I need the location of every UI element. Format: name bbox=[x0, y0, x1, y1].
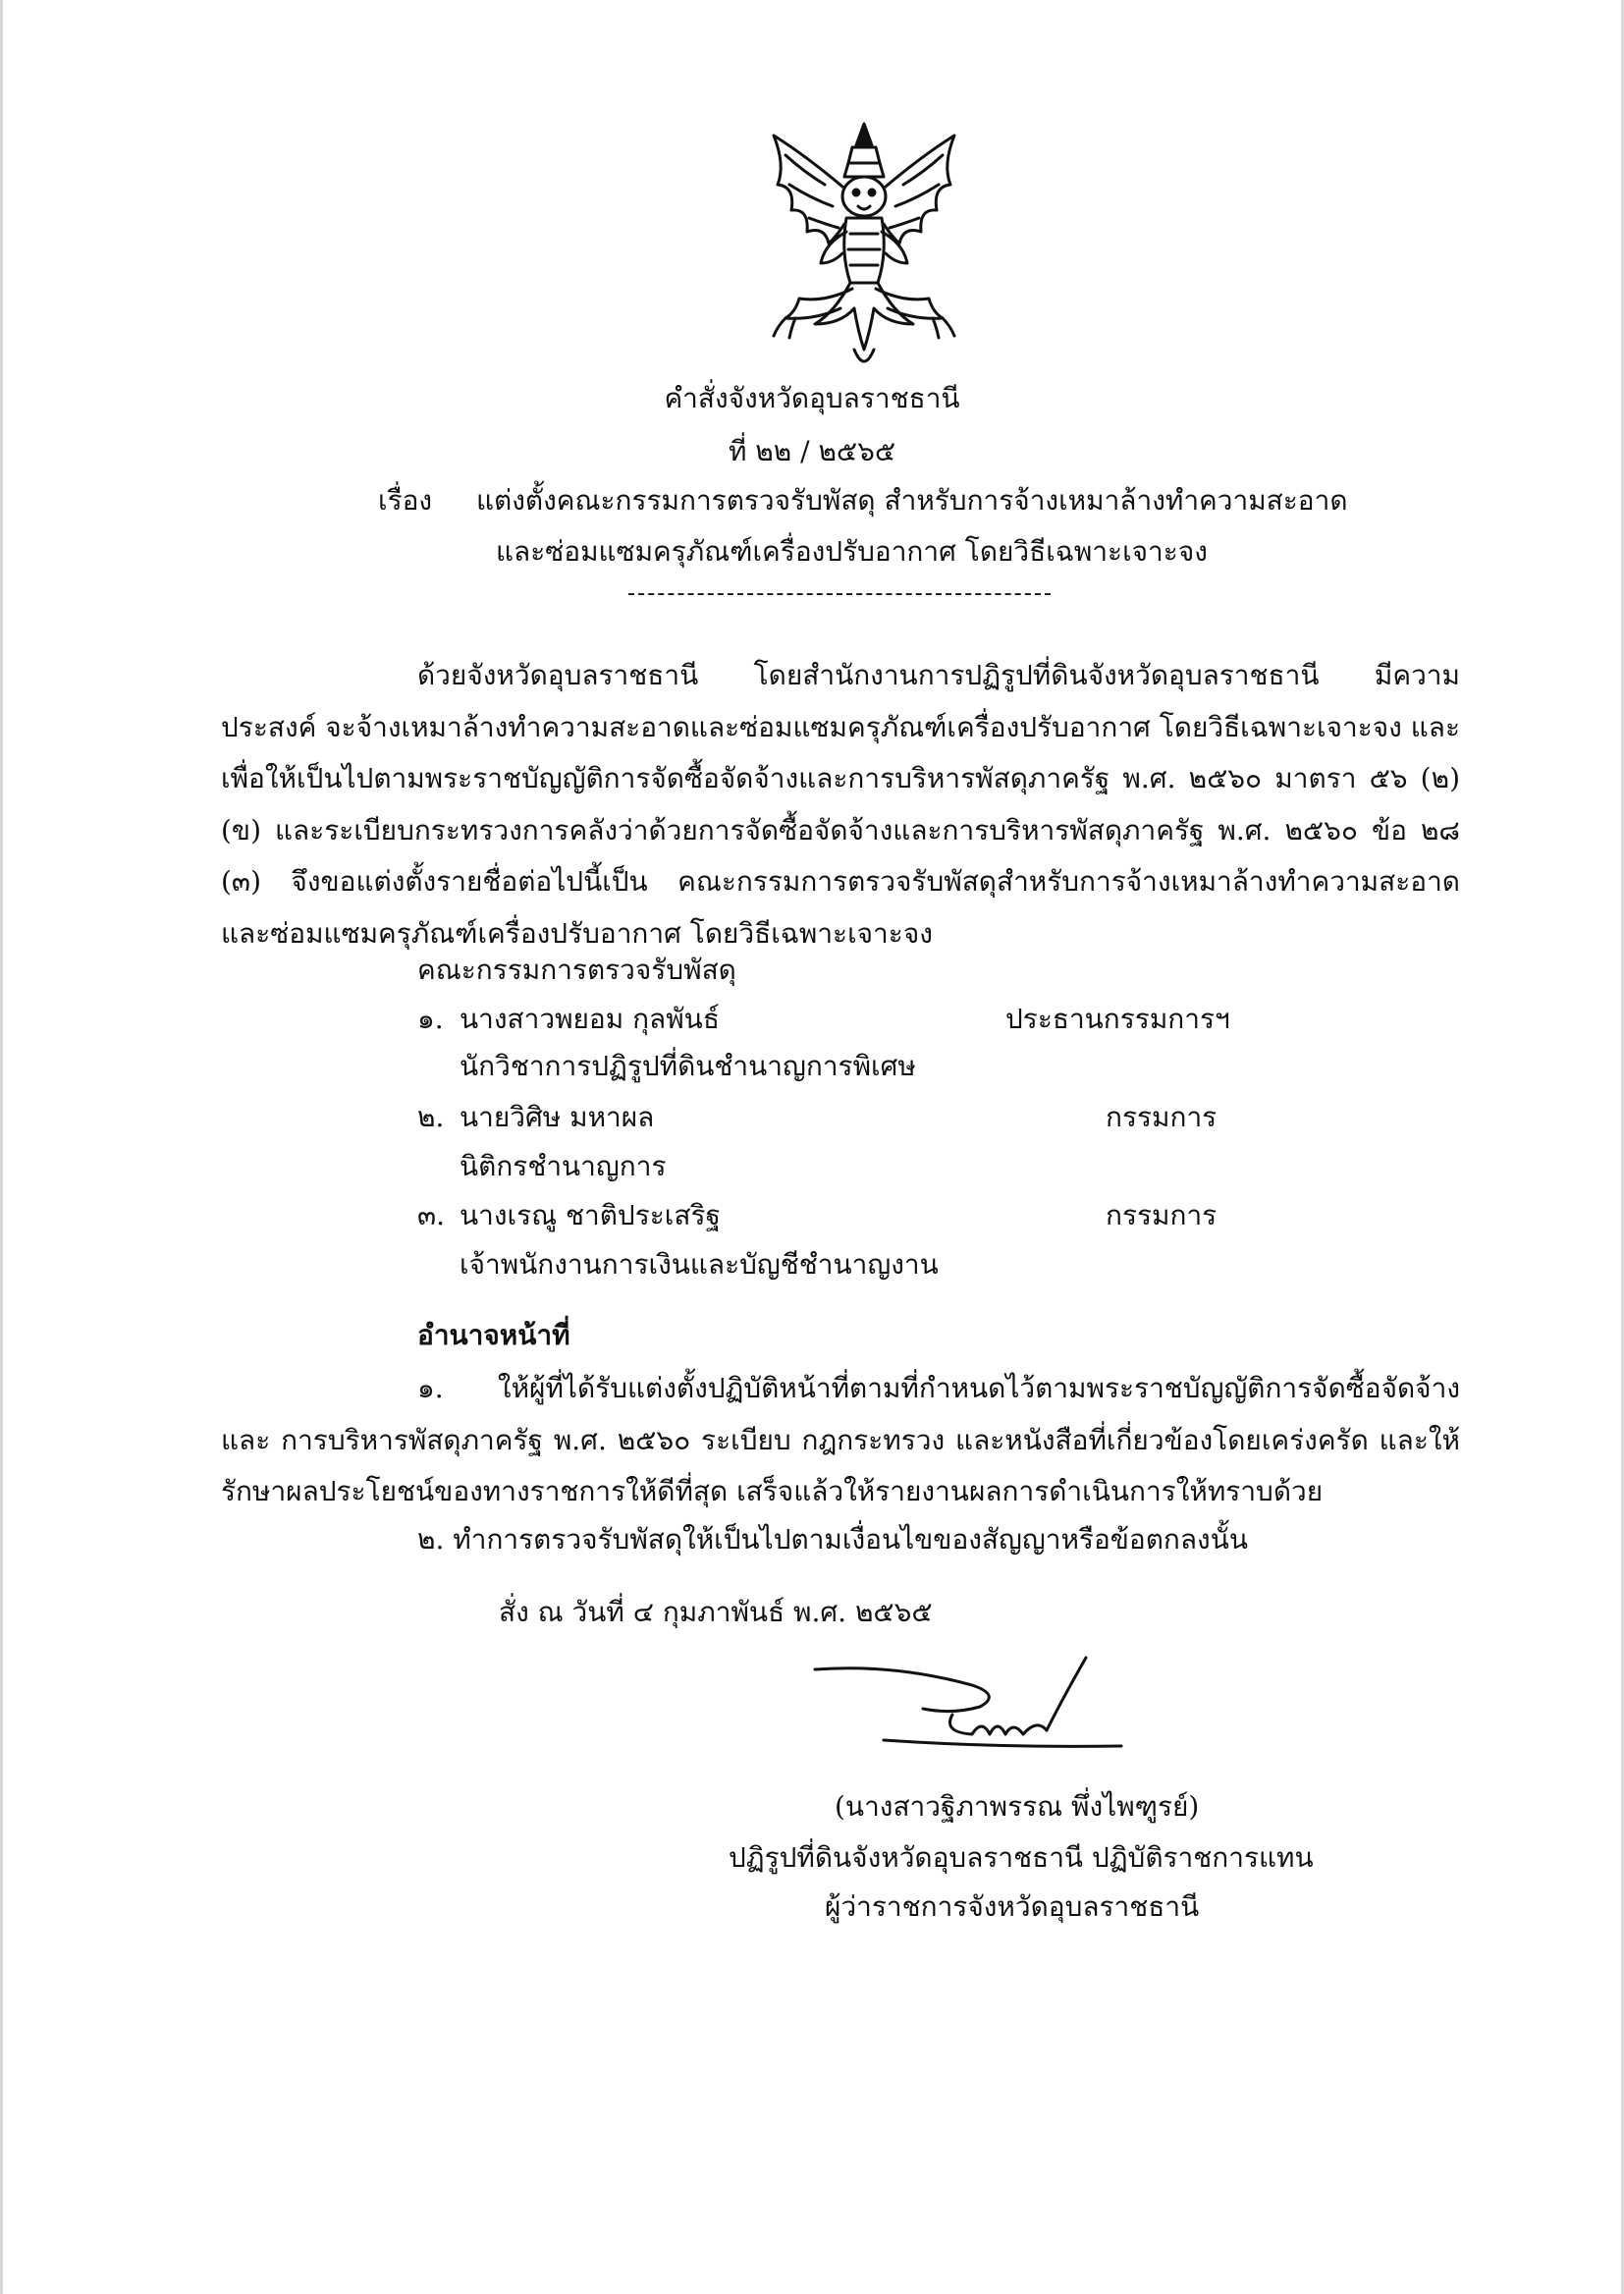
subject-line-1: แต่งตั้งคณะกรรมการตรวจรับพัสดุ สำหรับการจ้างเหมาล้างทำความสะอาด bbox=[476, 484, 1348, 517]
garuda-emblem-icon bbox=[756, 116, 972, 379]
committee-heading: คณะกรรมการตรวจรับพัสดุ bbox=[417, 954, 736, 986]
duty-1-paragraph bbox=[221, 1363, 1460, 1518]
member-1-role: ประธานกรรมการฯ bbox=[1005, 1003, 1230, 1035]
member-1-position: นักวิชาการปฏิรูปที่ดินชำนาญการพิเศษ bbox=[460, 1050, 916, 1082]
subject-line-2: และซ่อมแซมครุภัณฑ์เครื่องปรับอากาศ โดยวิธีเฉพาะเจาะจง bbox=[496, 535, 1208, 568]
member-3-name: นางเรณู ชาติประเสริฐ bbox=[460, 1199, 721, 1231]
subject-label: เรื่อง bbox=[378, 484, 433, 517]
intro-paragraph bbox=[221, 650, 1460, 959]
signature-mark bbox=[805, 1650, 1139, 1777]
member-1-num: ๑. bbox=[417, 1003, 444, 1035]
duty-1-body: การบริหารพัสดุภาครัฐ พ.ศ. ๒๕๖๐ ระเบียบ กฎกระทรวง และหนังสือที่เกี่ยวข้องโดยเคร่งครัด และให้รักษาผลประโยชน์ของทางราชการให้ดีที่สุด เสร็จแล้วให้รายงานผลการดำเนินการให้ทราบด้วย bbox=[221, 1423, 1460, 1507]
signatory-position-1: ปฏิรูปที่ดินจังหวัดอุบลราชธานี ปฏิบัติราชการแทน bbox=[729, 1841, 1314, 1874]
intro-body: จะจ้างเหมาล้างทำความสะอาดและซ่อมแซมครุภัณฑ์เครื่องปรับอากาศ โดยวิธีเฉพาะเจาะจง และเพื่อให้เป็นไปตามพระราชบัญญัติการจัดซื้อจัดจ้างและการบริหารพัสดุภาครัฐ พ.ศ. ๒๕๖๐ มาตรา ๕๖ (๒) (ข) และระเบียบกระทรวงการคลังว่าด้วยการจัดซื้อจัดจ้างและการบริหารพัสดุภาครัฐ พ.ศ. ๒๕๖๐ ข้อ ๒๘ (๓) จึงขอแต่งตั้งรายชื่อต่อไปนี้เป็น คณะกรรมการตรวจรับพัสดุสำหรับการจ้างเหมาล้างทำความสะอาดและซ่อมแซมครุภัณฑ์เครื่องปรับอากาศ โดยวิธีเฉพาะเจาะจง bbox=[221, 710, 1461, 950]
order-number: ที่ ๒๒ / ๒๕๖๕ bbox=[728, 435, 896, 467]
member-2-position: นิติกรชำนาญการ bbox=[460, 1150, 667, 1182]
member-2-name: นายวิศิษ มหาผล bbox=[460, 1101, 655, 1133]
order-date: สั่ง ณ วันที่ ๔ กุมภาพันธ์ พ.ศ. ๒๕๖๕ bbox=[499, 1596, 933, 1628]
member-2-num: ๒. bbox=[417, 1101, 445, 1133]
member-3-num: ๓. bbox=[417, 1199, 446, 1231]
header-divider bbox=[628, 593, 1051, 595]
member-3-role: กรรมการ bbox=[1106, 1199, 1218, 1231]
signatory-name: (นางสาวฐิภาพรรณ พึ่งไพฑูรย์) bbox=[835, 1790, 1200, 1823]
intro-lead: ด้วยจังหวัดอุบลราชธานี โดยสำนักงานการปฏิรูปที่ดินจังหวัดอุบลราชธานี มีความประสงค์ bbox=[221, 659, 1460, 743]
duty-2: ๒. ทำการตรวจรับพัสดุให้เป็นไปตามเงื่อนไขของสัญญาหรือข้อตกลงนั้น bbox=[417, 1523, 1248, 1556]
member-1-name: นางสาวพยอม กุลพันธ์ bbox=[460, 1003, 720, 1035]
order-title: คำสั่งจังหวัดอุบลราชธานี bbox=[664, 382, 960, 414]
duty-1-lead: ๑. ให้ผู้ที่ได้รับแต่งตั้งปฏิบัติหน้าที่ตามที่กำหนดไว้ตามพระราชบัญญัติการจัดซื้อจัดจ้างและ bbox=[221, 1372, 1460, 1456]
member-3-position: เจ้าพนักงานการเงินและบัญชีชำนาญงาน bbox=[460, 1248, 939, 1281]
scan-edge-left bbox=[0, 0, 3, 2294]
member-2-role: กรรมการ bbox=[1106, 1101, 1218, 1133]
duties-heading: อำนาจหน้าที่ bbox=[417, 1319, 570, 1351]
signatory-position-2: ผู้ว่าราชการจังหวัดอุบลราชธานี bbox=[825, 1890, 1200, 1923]
